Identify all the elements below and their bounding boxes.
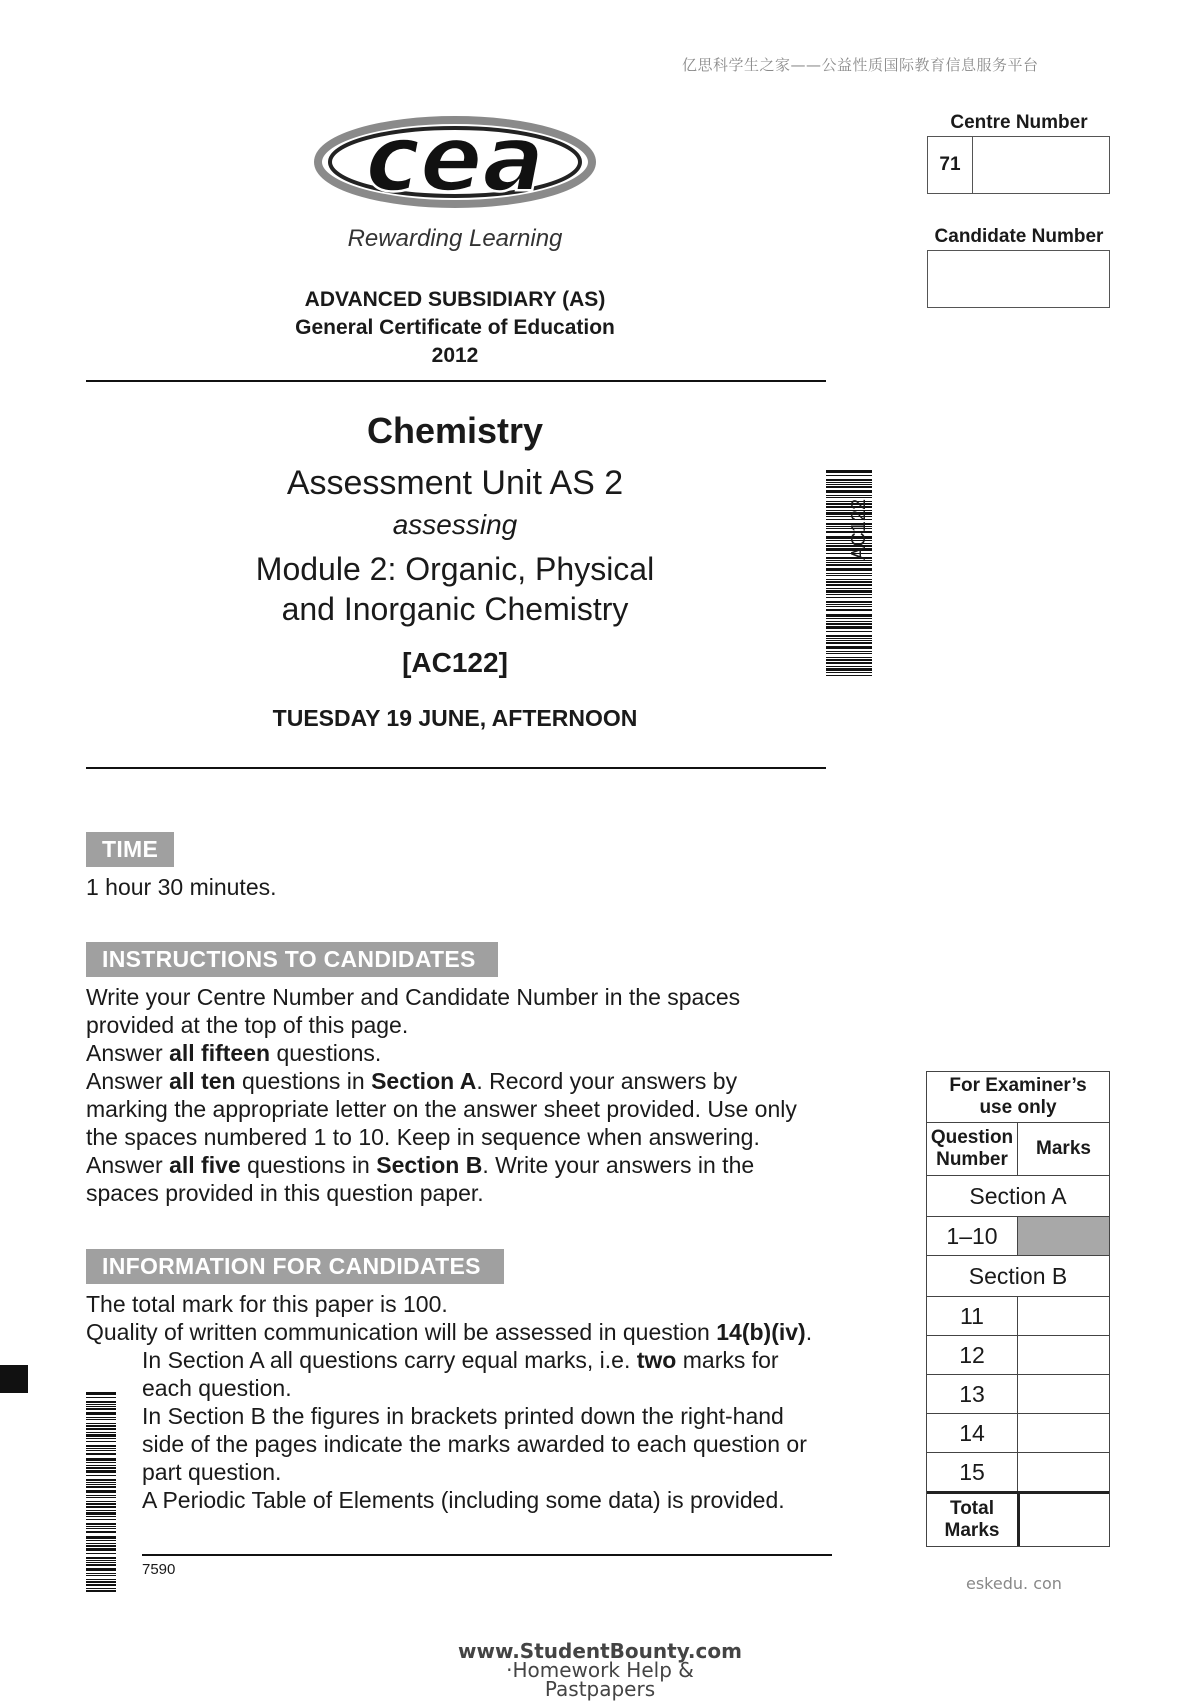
module-line2: and Inorganic Chemistry xyxy=(281,591,629,627)
instr-line: Answer all five questions in Section B. Write your answers in the xyxy=(86,1152,755,1178)
row-b-question: 13 xyxy=(927,1375,1018,1413)
row-b xyxy=(927,1336,1109,1375)
row-b xyxy=(927,1453,1109,1491)
time-text: 1 hour 30 minutes. xyxy=(86,874,277,900)
row-b-question: 12 xyxy=(927,1336,1018,1374)
info-line: A Periodic Table of Elements (including some data) is provided. xyxy=(142,1487,785,1513)
row-b-marks-field[interactable] xyxy=(1018,1414,1109,1452)
col-question-number: Question Number xyxy=(927,1123,1018,1175)
instr-line: spaces provided in this question paper. xyxy=(86,1180,484,1206)
instr-line: the spaces numbered 1 to 10. Keep in sequence when answering. xyxy=(86,1124,760,1150)
instr-line: Answer all fifteen questions. xyxy=(86,1040,382,1066)
logo-text: cea xyxy=(365,112,545,212)
header-line1: ADVANCED SUBSIDIARY (AS) xyxy=(304,288,606,311)
barcode-bottom xyxy=(86,1392,116,1592)
info-line: side of the pages indicate the marks awarded to each question or xyxy=(142,1431,807,1457)
examiner-col-headers xyxy=(927,1123,1109,1176)
examiner-title: For Examiner’s use only xyxy=(949,1075,1087,1118)
eskedu-watermark: eskedu. con xyxy=(966,1574,1062,1593)
section-b-label: Section B xyxy=(968,1262,1068,1289)
row-b xyxy=(927,1414,1109,1453)
watermark-line2: ·Homework Help & Pastpapers xyxy=(506,1658,694,1701)
total-row xyxy=(927,1491,1109,1546)
header-line2: General Certificate of Education xyxy=(295,316,615,339)
centre-number-box[interactable] xyxy=(927,136,1110,194)
row-b-marks-field[interactable] xyxy=(1018,1297,1109,1335)
total-marks-field[interactable] xyxy=(1020,1494,1109,1546)
studentbounty-watermark xyxy=(450,1639,750,1701)
row-b-marks-field[interactable] xyxy=(1018,1453,1109,1491)
row-b-question: 15 xyxy=(927,1453,1018,1491)
instr-line: provided at the top of this page. xyxy=(86,1012,409,1038)
watermark-top: 亿思科学生之家——公益性质国际教育信息服务平台 xyxy=(682,56,1039,74)
assessing-label: assessing xyxy=(392,509,518,540)
centre-number-field[interactable] xyxy=(973,137,1109,193)
row-b-question: 14 xyxy=(927,1414,1018,1452)
examiner-title-row xyxy=(927,1072,1109,1123)
centre-number-label: Centre Number xyxy=(950,112,1088,133)
instr-line: marking the appropriate letter on the answer sheet provided. Use only xyxy=(86,1096,797,1122)
header-year: 2012 xyxy=(431,344,479,367)
instructions-body xyxy=(86,983,846,1207)
row-b-marks-field[interactable] xyxy=(1018,1336,1109,1374)
info-line: In Section A all questions carry equal marks, i.e. two marks for xyxy=(142,1347,779,1373)
qualification-header xyxy=(86,286,824,370)
section-b-row xyxy=(927,1256,1109,1297)
candidate-number-label: Candidate Number xyxy=(934,226,1104,247)
title-block xyxy=(86,410,824,732)
footer-rule xyxy=(142,1554,832,1556)
footer-code: 7590 xyxy=(142,1561,176,1578)
row-b-question: 11 xyxy=(927,1297,1018,1335)
instr-line: Write your Centre Number and Candidate Number in the spaces xyxy=(86,984,741,1010)
information-body xyxy=(86,1290,876,1346)
module-line1: Module 2: Organic, Physical xyxy=(255,551,655,587)
row-a xyxy=(927,1217,1109,1256)
registration-mark xyxy=(0,1365,28,1393)
cea-logo xyxy=(310,112,600,253)
subject-title: Chemistry xyxy=(366,410,544,451)
row-b xyxy=(927,1375,1109,1414)
candidate-number-field[interactable] xyxy=(927,250,1110,308)
section-b-rows xyxy=(927,1297,1109,1491)
row-b-marks-field[interactable] xyxy=(1018,1375,1109,1413)
instructions-heading: INSTRUCTIONS TO CANDIDATES xyxy=(86,942,498,977)
barcode-label: AC122 xyxy=(848,498,870,560)
barcode-bottom-icon xyxy=(86,1392,116,1592)
information-heading: INFORMATION FOR CANDIDATES xyxy=(86,1249,504,1284)
paper-code: [AC122] xyxy=(402,647,508,678)
info-line: each question. xyxy=(142,1375,292,1401)
col-marks: Marks xyxy=(1036,1138,1091,1159)
watermark-line1: www.StudentBounty.com xyxy=(458,1639,742,1663)
info-line: part question. xyxy=(142,1459,282,1485)
row-a-question: 1–10 xyxy=(927,1217,1018,1255)
divider-bottom xyxy=(86,767,826,769)
section-a-row xyxy=(927,1176,1109,1217)
info-line: In Section B the figures in brackets printed down the right-hand xyxy=(142,1403,784,1429)
info-line: The total mark for this paper is 100. xyxy=(86,1291,448,1317)
examiner-table xyxy=(926,1071,1110,1547)
total-label: Total Marks xyxy=(927,1494,1020,1546)
info-line: Quality of written communication will be assessed in question 14(b)(iv). xyxy=(86,1319,813,1345)
divider-top xyxy=(86,380,826,382)
row-b xyxy=(927,1297,1109,1336)
exam-date: TUESDAY 19 JUNE, AFTERNOON xyxy=(272,705,638,731)
centre-number-prefix: 71 xyxy=(928,137,973,193)
time-heading: TIME xyxy=(86,832,174,867)
information-body-indented xyxy=(142,1346,842,1514)
logo-tagline: Rewarding Learning xyxy=(347,225,563,252)
section-a-label: Section A xyxy=(969,1182,1067,1209)
instr-line: Answer all ten questions in Section A. Record your answers by xyxy=(86,1068,738,1094)
cea-logo-icon xyxy=(310,112,600,222)
assessment-unit: Assessment Unit AS 2 xyxy=(286,464,624,502)
row-a-marks-shaded xyxy=(1018,1217,1109,1255)
